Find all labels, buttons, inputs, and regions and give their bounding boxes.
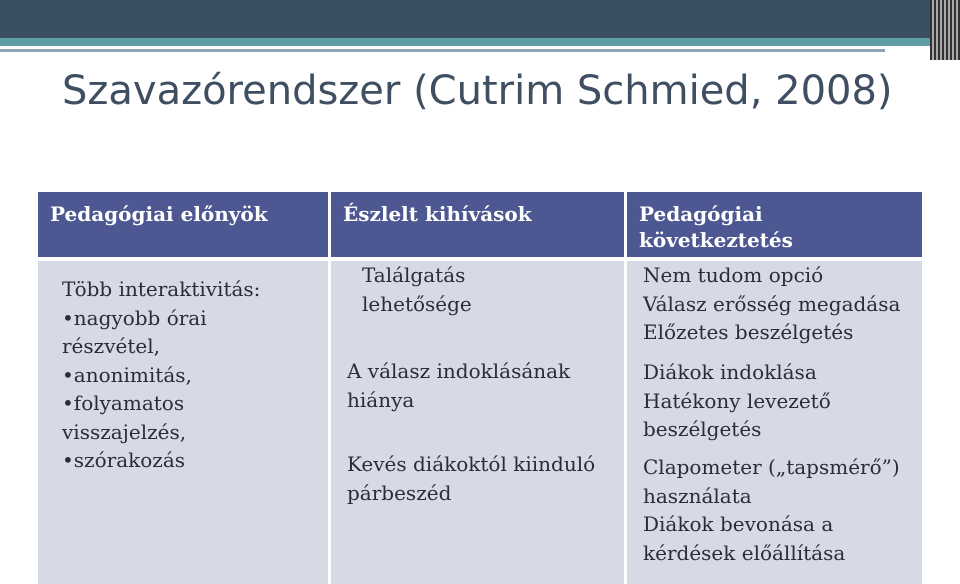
challenge-item xyxy=(331,357,624,414)
challenge-item xyxy=(331,450,624,507)
conclusion-line: Hatékony levezető xyxy=(643,388,831,413)
comparison-table xyxy=(38,192,922,584)
challenge-line: Kevés diákoktól kiinduló xyxy=(347,452,596,476)
challenge-line: lehetősége xyxy=(362,291,472,316)
advantage-line: Több interaktivitás: xyxy=(62,277,261,301)
cell-conclusion xyxy=(627,261,922,584)
header-conclusion: Pedagógiai következtetés xyxy=(639,202,793,252)
conclusion-line: Clapometer („tapsmérő”) xyxy=(643,455,900,479)
conclusion-item xyxy=(627,453,922,567)
challenge-line: Találgatás xyxy=(362,263,466,287)
conclusion-line: használata xyxy=(643,483,752,508)
advantage-line: •folyamatos xyxy=(62,391,185,415)
conclusion-line: Válasz erősség megadása xyxy=(643,291,901,316)
challenge-item xyxy=(331,261,624,318)
slide-title: Szavazórendszer (Cutrim Schmied, 2008) xyxy=(62,68,893,114)
conclusion-line: Nem tudom opció xyxy=(643,263,824,287)
advantage-line: •szórakozás xyxy=(62,448,186,472)
header-accent-bar xyxy=(0,38,930,46)
conclusion-line: Diákok indoklása xyxy=(643,360,817,384)
advantage-line: •nagyobb órai xyxy=(62,305,207,330)
challenge-line: hiánya xyxy=(347,387,415,412)
challenge-line: A válasz indoklásának xyxy=(347,359,571,383)
header-cell-advantages xyxy=(38,192,328,257)
conclusion-line: Diákok bevonása a xyxy=(643,512,834,536)
header-thin-line xyxy=(0,49,885,52)
conclusion-item xyxy=(627,261,922,347)
conclusion-line: Előzetes beszélgetés xyxy=(643,320,854,344)
header-cell-challenges xyxy=(331,192,624,257)
advantage-line: visszajelzés, xyxy=(62,419,187,444)
advantage-line: •anonimitás, xyxy=(62,362,192,387)
conclusion-item xyxy=(627,358,922,444)
header-advantages: Pedagógiai előnyök xyxy=(50,202,268,226)
conclusion-line: kérdések előállítása xyxy=(643,540,846,565)
header-cell-conclusion xyxy=(627,192,922,257)
cell-advantages xyxy=(38,261,328,584)
cell-challenges xyxy=(331,261,624,584)
header-bar xyxy=(0,0,930,38)
corner-decoration xyxy=(930,0,960,60)
conclusion-line: beszélgetés xyxy=(643,417,762,441)
header-challenges: Észlelt kihívások xyxy=(343,202,532,226)
advantages-list xyxy=(38,261,328,475)
advantage-line: részvétel, xyxy=(62,334,160,358)
challenge-line: párbeszéd xyxy=(347,480,452,505)
